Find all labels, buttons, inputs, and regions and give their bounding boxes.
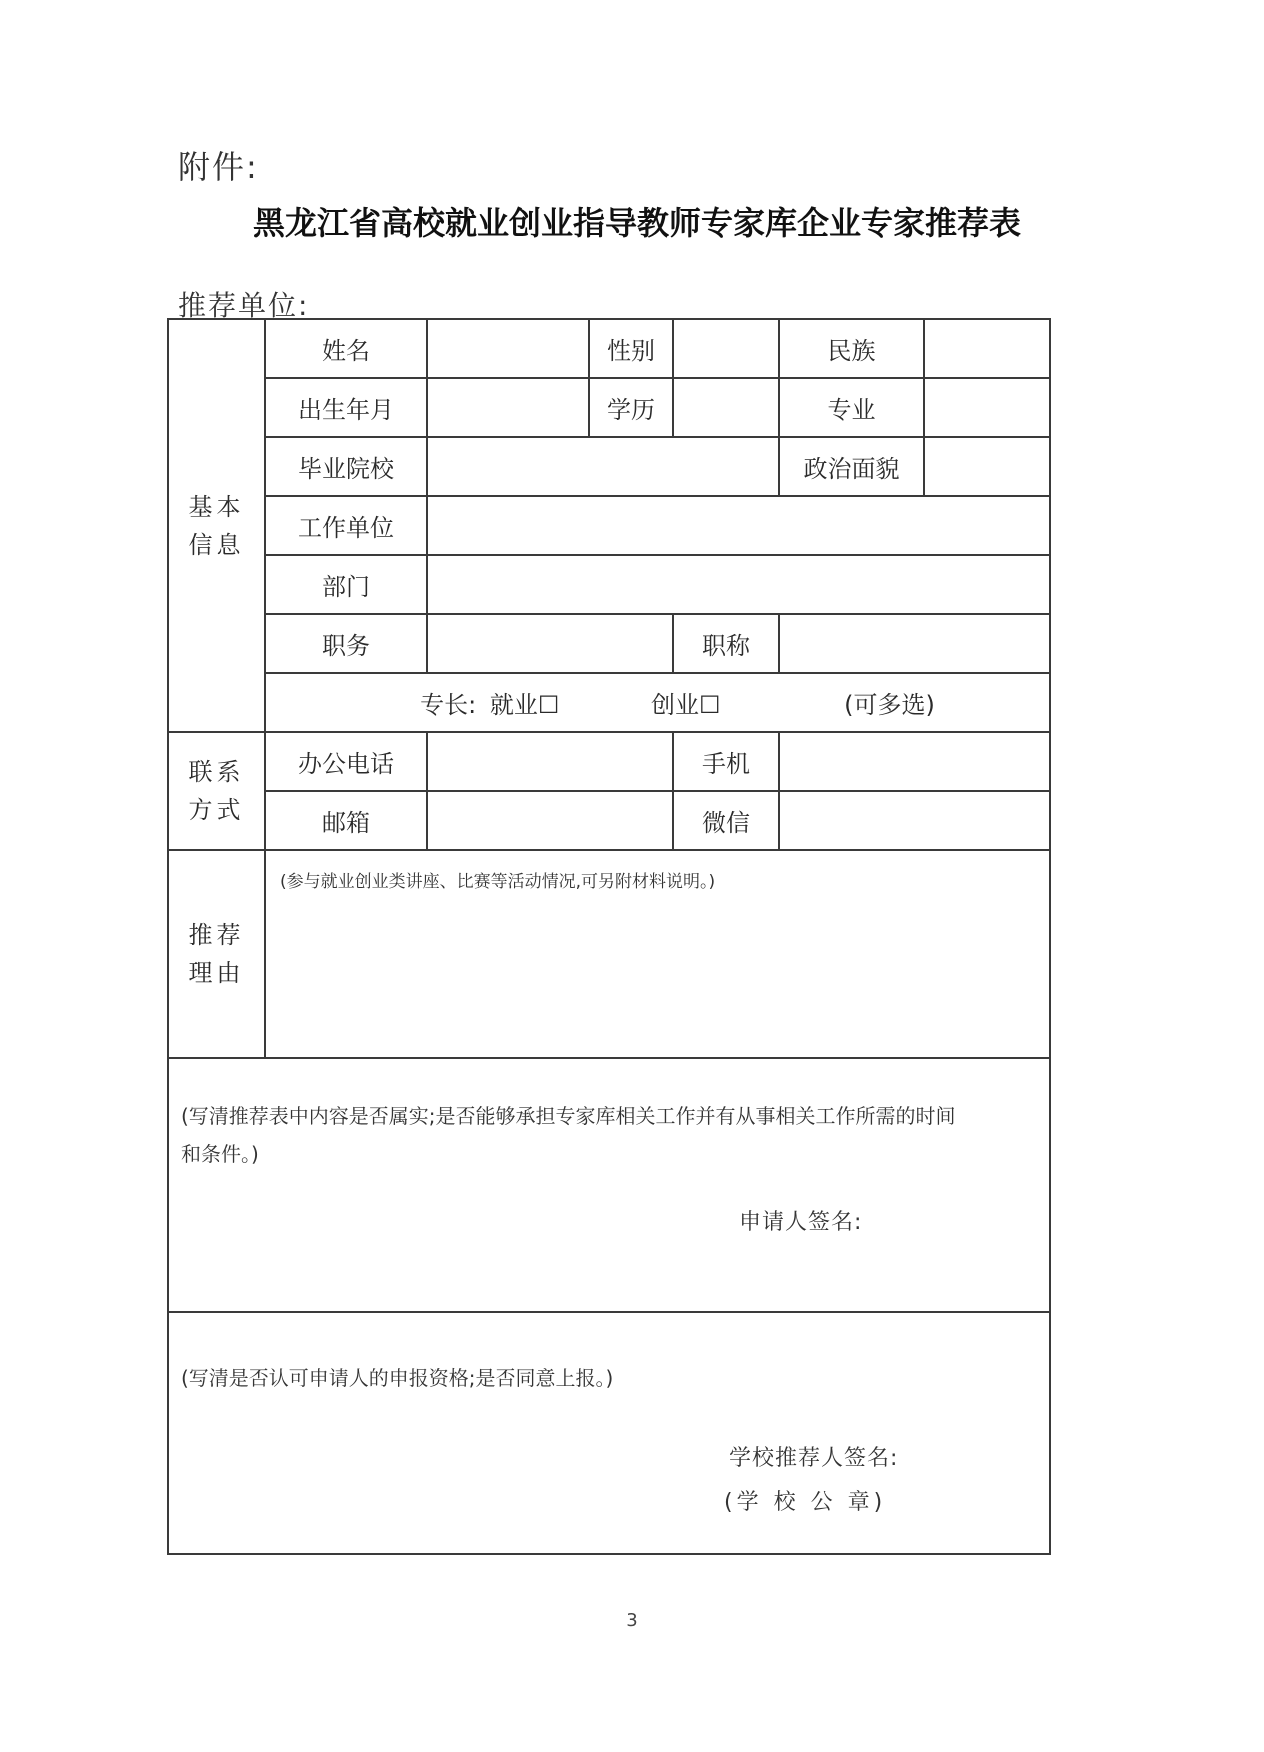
applicant-note-line1: (写清推荐表中内容是否属实;是否能够承担专家库相关工作并有从事相关工作所需的时间 [181, 1104, 956, 1128]
mobile-label: 手机 [673, 732, 779, 791]
basic-info-label-line1: 基本 [188, 492, 245, 521]
wechat-field[interactable] [779, 791, 1050, 850]
page-number: 3 [626, 1610, 638, 1631]
recommend-unit-label: 推荐单位: [178, 289, 310, 322]
office-phone-label: 办公电话 [265, 732, 427, 791]
school-recommendation-field[interactable] [168, 1312, 1050, 1554]
applicant-signature-label: 申请人签名: [739, 1210, 863, 1235]
contact-label-line2: 方式 [188, 796, 245, 824]
education-field[interactable] [673, 378, 779, 437]
major-field[interactable] [924, 378, 1050, 437]
reason-label-line2: 理由 [188, 959, 245, 987]
mobile-field[interactable] [779, 732, 1050, 791]
applicant-note [169, 1059, 1049, 1173]
gender-label: 性别 [589, 319, 673, 378]
specialty-label: 专长: [420, 691, 477, 719]
school-label: 毕业院校 [265, 437, 427, 496]
specialty-startup-checkbox[interactable]: 创业☐ [651, 691, 721, 719]
department-label: 部门 [265, 555, 427, 614]
major-label: 专业 [779, 378, 924, 437]
contact-section-label [168, 732, 265, 850]
specialty-employment-checkbox[interactable]: 就业☐ [489, 691, 560, 719]
department-field[interactable] [427, 555, 1050, 614]
wechat-label: 微信 [673, 791, 779, 850]
reason-field[interactable] [265, 850, 1050, 1058]
basic-info-label-line2: 信息 [188, 530, 245, 559]
specialty-multi-note: (可多选) [844, 691, 935, 719]
political-label: 政治面貌 [779, 437, 924, 496]
name-label: 姓名 [265, 319, 427, 378]
applicant-statement-field[interactable] [168, 1058, 1050, 1312]
education-label: 学历 [589, 378, 673, 437]
political-field[interactable] [924, 437, 1050, 496]
reason-note: (参与就业创业类讲座、比赛等活动情况,可另附材料说明。) [280, 872, 716, 892]
school-field[interactable] [427, 437, 779, 496]
employer-field[interactable] [427, 496, 1050, 555]
birth-field[interactable] [427, 378, 589, 437]
contact-label-line1: 联系 [188, 758, 245, 786]
school-seal-label: (学 校 公 章) [724, 1490, 887, 1515]
applicant-note-line2: 和条件。) [181, 1142, 259, 1166]
position-field[interactable] [427, 614, 673, 673]
employer-label: 工作单位 [265, 496, 427, 555]
attachment-label: 附件: [178, 148, 259, 186]
school-note: (写清是否认可申请人的申报资格;是否同意上报。) [181, 1366, 614, 1390]
school-signature-label: 学校推荐人签名: [729, 1446, 899, 1471]
office-phone-field[interactable] [427, 732, 673, 791]
job-title-label: 职称 [673, 614, 779, 673]
name-field[interactable] [427, 319, 589, 378]
document-title: 黑龙江省高校就业创业指导教师专家库企业专家推荐表 [252, 204, 1021, 242]
basic-info-section-label [168, 319, 265, 732]
email-label: 邮箱 [265, 791, 427, 850]
recommendation-form-table [167, 318, 1051, 1555]
gender-field[interactable] [673, 319, 779, 378]
specialty-row [265, 673, 1050, 732]
position-label: 职务 [265, 614, 427, 673]
reason-label-line1: 推荐 [188, 921, 245, 949]
email-field[interactable] [427, 791, 673, 850]
reason-section-label [168, 850, 265, 1058]
birth-label: 出生年月 [265, 378, 427, 437]
ethnicity-label: 民族 [779, 319, 924, 378]
ethnicity-field[interactable] [924, 319, 1050, 378]
job-title-field[interactable] [779, 614, 1050, 673]
